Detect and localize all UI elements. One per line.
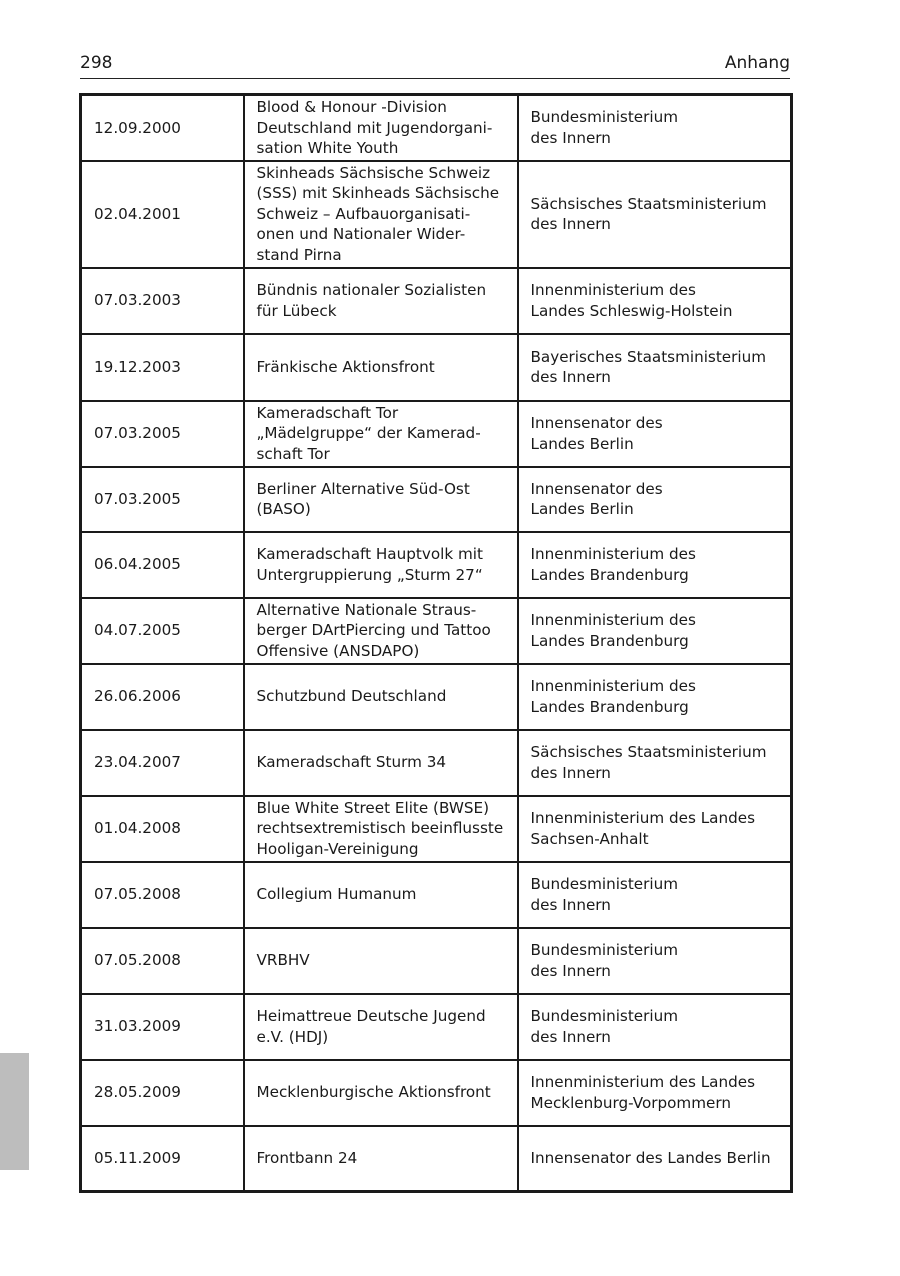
organization-name-line: e.V. (HDJ) (256, 1027, 329, 1046)
ban-date-cell: 28.05.2009 (81, 1060, 244, 1126)
authority-name-line: Landes Berlin (530, 500, 634, 518)
organization-name-line: Skinheads Sächsische Schweiz (256, 163, 491, 182)
section-title: Anhang (724, 53, 790, 73)
authority-name-line: Innensenator des (530, 479, 663, 498)
table-row (81, 467, 792, 532)
organization-name-line: Offensive (ANSDAPO) (256, 641, 420, 660)
authority-name-line: Innenministerium des (530, 545, 696, 563)
banning-authority-cell (518, 95, 792, 161)
authority-name-line: des Innern (530, 961, 611, 980)
table-row (81, 334, 792, 401)
banning-authority-cell (518, 862, 792, 928)
authority-name-line: Innenministerium des Landes (530, 1073, 755, 1091)
authority-name-line: des Innern (530, 1027, 611, 1046)
banning-authority-cell (518, 730, 792, 796)
authority-name-line: Landes Berlin (530, 434, 634, 453)
organization-name-line: Hooligan-Vereinigung (256, 839, 419, 858)
organization-name-line: Schweiz – Aufbauorganisati- (256, 204, 471, 223)
organization-name-line: sation White Youth (256, 139, 399, 157)
ban-date-cell: 04.07.2005 (81, 598, 244, 664)
organization-cell (244, 796, 518, 862)
authority-name-line: Landes Brandenburg (530, 697, 689, 716)
authority-name-line: Innenministerium des Landes (530, 809, 755, 827)
table-row (81, 928, 792, 994)
organization-cell (244, 532, 518, 598)
organization-cell (244, 664, 518, 730)
banning-authority-cell (518, 1060, 792, 1126)
authority-name-line: Landes Brandenburg (530, 631, 689, 650)
authority-name-line: Sachsen-Anhalt (530, 829, 649, 848)
organization-name-line: für Lübeck (256, 301, 337, 320)
banning-authority-cell (518, 467, 792, 532)
authority-name-line: Innensenator des (530, 414, 663, 432)
banning-authority-cell (518, 1126, 792, 1192)
organization-name-line: berger DArtPiercing und Tattoo (256, 621, 491, 640)
ban-table (79, 93, 793, 1193)
authority-name-line: Innensenator des Landes Berlin (530, 1149, 771, 1167)
organization-name-line: Mecklenburgische Aktionsfront (256, 1083, 491, 1102)
organization-cell (244, 268, 518, 334)
table-row (81, 268, 792, 334)
organization-name-line: Blue White Street Elite (BWSE) (256, 798, 490, 817)
organization-name-line: schaft Tor (256, 444, 330, 463)
page-number: 298 (80, 53, 113, 73)
banning-authority-cell (518, 796, 792, 862)
authority-name-line: Innenministerium des (530, 281, 696, 299)
organization-name-line: Bündnis nationaler Sozialisten (256, 281, 487, 299)
authority-name-line: des Innern (530, 128, 611, 147)
authority-name-line: Innenministerium des (530, 677, 696, 695)
organization-cell (244, 467, 518, 532)
table-row (81, 796, 792, 862)
banning-authority-cell (518, 598, 792, 664)
organization-cell (244, 994, 518, 1060)
table-row (81, 161, 792, 268)
authority-name-line: Bundesministerium (530, 941, 679, 959)
ban-date-cell: 12.09.2000 (81, 95, 244, 161)
organization-cell (244, 862, 518, 928)
authority-name-line: Bundesministerium (530, 1007, 679, 1025)
organization-name-line: Kameradschaft Sturm 34 (256, 753, 447, 772)
organization-cell (244, 334, 518, 401)
table-row (81, 994, 792, 1060)
banning-authority-cell (518, 532, 792, 598)
banning-authority-cell (518, 664, 792, 730)
authority-name-line: des Innern (530, 215, 611, 233)
organization-cell (244, 730, 518, 796)
table-row (81, 1060, 792, 1126)
table-row (81, 95, 792, 161)
table-row (81, 532, 792, 598)
organization-name-line: Berliner Alternative Süd-Ost (256, 479, 470, 498)
organization-name-line: Collegium Humanum (256, 885, 417, 904)
table-row (81, 730, 792, 796)
table-row (81, 401, 792, 467)
table-row (81, 598, 792, 664)
organization-name-line: Frontbann 24 (256, 1149, 358, 1167)
table-row (81, 1126, 792, 1192)
organization-name-line: rechtsextremistisch beeinflusste (256, 819, 504, 838)
banning-authority-cell (518, 161, 792, 268)
organization-cell (244, 161, 518, 268)
ban-date-cell: 05.11.2009 (81, 1126, 244, 1192)
organization-name-line: Deutschland mit Jugendorgani- (256, 118, 493, 137)
organization-cell (244, 401, 518, 467)
organization-name-line: Alternative Nationale Straus- (256, 600, 477, 619)
organization-name-line: (BASO) (256, 500, 311, 518)
authority-name-line: Innenministerium des (530, 611, 696, 629)
organization-name-line: stand Pirna (256, 245, 342, 264)
organization-name-line: onen und Nationaler Wider- (256, 225, 466, 244)
authority-name-line: des Innern (530, 368, 611, 386)
table-row (81, 664, 792, 730)
ban-date-cell: 23.04.2007 (81, 730, 244, 796)
banning-authority-cell (518, 401, 792, 467)
page-header (80, 52, 790, 79)
authority-name-line: des Innern (530, 763, 611, 782)
authority-name-line: Bayerisches Staatsministerium (530, 347, 767, 366)
ban-date-cell: 07.03.2005 (81, 467, 244, 532)
organization-cell (244, 1126, 518, 1192)
organization-name-line: VRBHV (256, 951, 310, 970)
thumb-index-tab (0, 1053, 29, 1170)
authority-name-line: des Innern (530, 895, 611, 914)
organization-name-line: Heimattreue Deutsche Jugend (256, 1007, 486, 1025)
authority-name-line: Bundesministerium (530, 108, 679, 127)
banning-authority-cell (518, 928, 792, 994)
organization-cell (244, 1060, 518, 1126)
organization-name-line: Kameradschaft Hauptvolk mit (256, 545, 483, 563)
banning-authority-cell (518, 994, 792, 1060)
organization-name-line: Blood & Honour -Division (256, 98, 447, 116)
ban-date-cell: 31.03.2009 (81, 994, 244, 1060)
ban-date-cell: 19.12.2003 (81, 334, 244, 401)
authority-name-line: Sächsisches Staatsministerium (530, 194, 767, 213)
banning-authority-cell (518, 268, 792, 334)
organization-cell (244, 598, 518, 664)
authority-name-line: Landes Schleswig-Holstein (530, 301, 733, 320)
ban-date-cell: 07.03.2003 (81, 268, 244, 334)
ban-date-cell: 07.05.2008 (81, 862, 244, 928)
authority-name-line: Landes Brandenburg (530, 565, 689, 584)
organization-name-line: Kameradschaft Tor (256, 403, 399, 422)
ban-date-cell: 01.04.2008 (81, 796, 244, 862)
organization-name-line: „Mädelgruppe“ der Kamerad- (256, 424, 481, 443)
ban-date-cell: 07.03.2005 (81, 401, 244, 467)
organization-cell (244, 928, 518, 994)
banning-authority-cell (518, 334, 792, 401)
organization-name-line: Fränkische Aktionsfront (256, 357, 435, 376)
authority-name-line: Mecklenburg-Vorpommern (530, 1093, 731, 1112)
organization-cell (244, 95, 518, 161)
ban-date-cell: 06.04.2005 (81, 532, 244, 598)
ban-date-cell: 07.05.2008 (81, 928, 244, 994)
ban-date-cell: 02.04.2001 (81, 161, 244, 268)
table-row (81, 862, 792, 928)
ban-date-cell: 26.06.2006 (81, 664, 244, 730)
ban-table-body (81, 95, 792, 1192)
organization-name-line: Schutzbund Deutschland (256, 687, 447, 706)
authority-name-line: Sächsisches Staatsministerium (530, 743, 767, 761)
authority-name-line: Bundesministerium (530, 875, 679, 893)
organization-name-line: (SSS) mit Skinheads Sächsische (256, 184, 500, 203)
organization-name-line: Untergruppierung „Sturm 27“ (256, 565, 483, 584)
